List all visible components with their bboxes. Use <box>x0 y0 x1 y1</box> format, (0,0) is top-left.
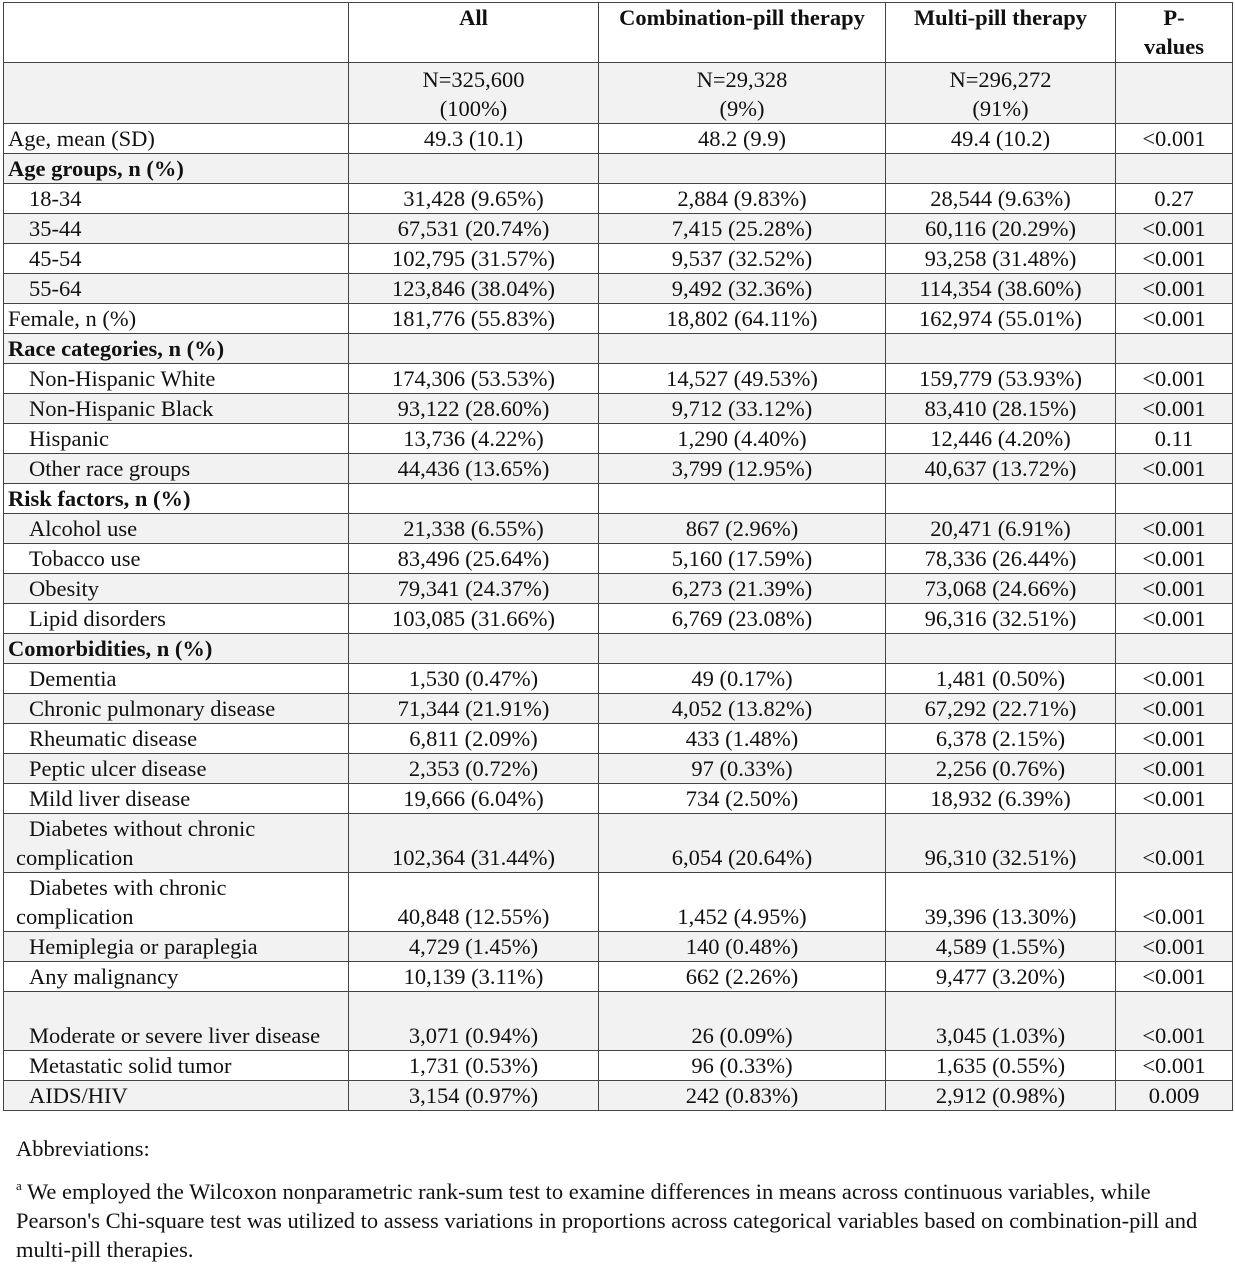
row-cell-combination: 14,527 (49.53%) <box>599 364 886 394</box>
row-cell-multi: 18,932 (6.39%) <box>886 784 1116 814</box>
row-cell-multi: 2,912 (0.98%) <box>886 1081 1116 1111</box>
row-cell-all: 67,531 (20.74%) <box>349 214 599 244</box>
totals-row <box>4 63 1233 124</box>
row-cell-pvalue: 0.27 <box>1116 184 1233 214</box>
row-cell-multi: 2,256 (0.76%) <box>886 754 1116 784</box>
totals-cell-all: N=325,600 (100%) <box>349 63 599 124</box>
row-cell-multi: 20,471 (6.91%) <box>886 514 1116 544</box>
table-footer <box>16 1134 1216 1264</box>
row-label: Age, mean (SD) <box>4 124 349 154</box>
header-row <box>4 3 1233 63</box>
row-cell-pvalue <box>1116 334 1233 364</box>
table-row <box>4 364 1233 394</box>
row-cell-all: 3,154 (0.97%) <box>349 1081 599 1111</box>
section-header-row <box>4 634 1233 664</box>
row-cell-multi: 1,635 (0.55%) <box>886 1051 1116 1081</box>
row-cell-pvalue: <0.001 <box>1116 992 1233 1051</box>
table-row <box>4 932 1233 962</box>
row-label: Non-Hispanic White <box>4 364 349 394</box>
row-label: Lipid disorders <box>4 604 349 634</box>
abbreviations-label: Abbreviations: <box>16 1136 150 1161</box>
table-row <box>4 544 1233 574</box>
row-cell-multi: 6,378 (2.15%) <box>886 724 1116 754</box>
row-label: Risk factors, n (%) <box>4 484 349 514</box>
row-cell-multi: 67,292 (22.71%) <box>886 694 1116 724</box>
row-cell-combination: 48.2 (9.9) <box>599 124 886 154</box>
row-cell-pvalue: <0.001 <box>1116 784 1233 814</box>
row-cell-pvalue <box>1116 484 1233 514</box>
header-cell-label <box>4 3 349 63</box>
row-cell-multi: 39,396 (13.30%) <box>886 873 1116 932</box>
row-cell-combination: 4,052 (13.82%) <box>599 694 886 724</box>
row-label: 55-64 <box>4 274 349 304</box>
table-row <box>4 754 1233 784</box>
row-cell-all <box>349 634 599 664</box>
row-cell-all: 93,122 (28.60%) <box>349 394 599 424</box>
row-cell-all: 3,071 (0.94%) <box>349 992 599 1051</box>
row-label: Non-Hispanic Black <box>4 394 349 424</box>
row-cell-all: 44,436 (13.65%) <box>349 454 599 484</box>
row-cell-combination: 6,273 (21.39%) <box>599 574 886 604</box>
row-cell-combination: 97 (0.33%) <box>599 754 886 784</box>
row-cell-pvalue <box>1116 154 1233 184</box>
table-row <box>4 784 1233 814</box>
row-cell-multi: 3,045 (1.03%) <box>886 992 1116 1051</box>
row-cell-pvalue: <0.001 <box>1116 724 1233 754</box>
row-cell-multi: 162,974 (55.01%) <box>886 304 1116 334</box>
row-cell-all: 2,353 (0.72%) <box>349 754 599 784</box>
row-cell-all: 1,530 (0.47%) <box>349 664 599 694</box>
table-row <box>4 304 1233 334</box>
row-cell-combination: 18,802 (64.11%) <box>599 304 886 334</box>
row-cell-combination: 6,054 (20.64%) <box>599 814 886 873</box>
row-cell-pvalue: <0.001 <box>1116 932 1233 962</box>
row-cell-pvalue: <0.001 <box>1116 304 1233 334</box>
table-row <box>4 962 1233 992</box>
row-label: Diabetes without chronic complication <box>4 814 349 873</box>
row-cell-pvalue: <0.001 <box>1116 604 1233 634</box>
row-cell-all: 10,139 (3.11%) <box>349 962 599 992</box>
row-label: Chronic pulmonary disease <box>4 694 349 724</box>
row-cell-all: 19,666 (6.04%) <box>349 784 599 814</box>
row-cell-combination: 242 (0.83%) <box>599 1081 886 1111</box>
totals-cell-label <box>4 63 349 124</box>
row-cell-multi: 9,477 (3.20%) <box>886 962 1116 992</box>
row-cell-all: 31,428 (9.65%) <box>349 184 599 214</box>
totals-cell-multi: N=296,272 (91%) <box>886 63 1116 124</box>
row-cell-pvalue: <0.001 <box>1116 124 1233 154</box>
row-cell-combination: 734 (2.50%) <box>599 784 886 814</box>
table-row <box>4 244 1233 274</box>
row-cell-multi: 83,410 (28.15%) <box>886 394 1116 424</box>
row-label: Peptic ulcer disease <box>4 754 349 784</box>
row-cell-multi: 12,446 (4.20%) <box>886 424 1116 454</box>
row-cell-all: 6,811 (2.09%) <box>349 724 599 754</box>
row-cell-combination: 433 (1.48%) <box>599 724 886 754</box>
table-row <box>4 873 1233 932</box>
row-cell-pvalue: <0.001 <box>1116 1051 1233 1081</box>
row-cell-multi: 78,336 (26.44%) <box>886 544 1116 574</box>
row-cell-all: 123,846 (38.04%) <box>349 274 599 304</box>
row-cell-pvalue: <0.001 <box>1116 514 1233 544</box>
baseline-characteristics-table <box>3 2 1233 1111</box>
section-header-row <box>4 154 1233 184</box>
row-cell-all <box>349 484 599 514</box>
table-row <box>4 1051 1233 1081</box>
row-cell-pvalue <box>1116 634 1233 664</box>
header-cell-multi: Multi-pill therapy <box>886 3 1116 63</box>
row-cell-multi <box>886 154 1116 184</box>
table-row <box>4 514 1233 544</box>
row-label: Dementia <box>4 664 349 694</box>
row-cell-pvalue: 0.009 <box>1116 1081 1233 1111</box>
row-cell-all: 1,731 (0.53%) <box>349 1051 599 1081</box>
row-cell-multi: 28,544 (9.63%) <box>886 184 1116 214</box>
row-cell-pvalue: <0.001 <box>1116 664 1233 694</box>
row-cell-combination: 26 (0.09%) <box>599 992 886 1051</box>
row-cell-combination: 9,712 (33.12%) <box>599 394 886 424</box>
row-cell-combination: 2,884 (9.83%) <box>599 184 886 214</box>
table-row <box>4 724 1233 754</box>
row-label: Age groups, n (%) <box>4 154 349 184</box>
row-cell-pvalue: 0.11 <box>1116 424 1233 454</box>
row-cell-combination: 5,160 (17.59%) <box>599 544 886 574</box>
row-cell-combination <box>599 154 886 184</box>
row-cell-all: 79,341 (24.37%) <box>349 574 599 604</box>
row-cell-all: 83,496 (25.64%) <box>349 544 599 574</box>
row-label: 35-44 <box>4 214 349 244</box>
row-label: Female, n (%) <box>4 304 349 334</box>
row-cell-combination: 662 (2.26%) <box>599 962 886 992</box>
row-cell-pvalue: <0.001 <box>1116 544 1233 574</box>
row-label: Race categories, n (%) <box>4 334 349 364</box>
row-label: Comorbidities, n (%) <box>4 634 349 664</box>
row-cell-multi: 60,116 (20.29%) <box>886 214 1116 244</box>
row-cell-combination: 140 (0.48%) <box>599 932 886 962</box>
row-cell-all: 102,795 (31.57%) <box>349 244 599 274</box>
row-cell-combination: 867 (2.96%) <box>599 514 886 544</box>
row-cell-all: 181,776 (55.83%) <box>349 304 599 334</box>
table-body <box>4 124 1233 1111</box>
header-cell-pvalues: P-values <box>1116 3 1233 63</box>
totals-cell-combination: N=29,328 (9%) <box>599 63 886 124</box>
row-cell-combination: 7,415 (25.28%) <box>599 214 886 244</box>
row-label: Diabetes with chronic complication <box>4 873 349 932</box>
row-cell-multi <box>886 484 1116 514</box>
row-cell-multi: 159,779 (53.93%) <box>886 364 1116 394</box>
row-label: Hispanic <box>4 424 349 454</box>
row-label: Tobacco use <box>4 544 349 574</box>
header-cell-all: All <box>349 3 599 63</box>
row-cell-pvalue: <0.001 <box>1116 214 1233 244</box>
row-cell-multi: 96,310 (32.51%) <box>886 814 1116 873</box>
row-cell-multi: 49.4 (10.2) <box>886 124 1116 154</box>
row-cell-all <box>349 334 599 364</box>
row-cell-all: 40,848 (12.55%) <box>349 873 599 932</box>
row-cell-pvalue: <0.001 <box>1116 244 1233 274</box>
row-label: Other race groups <box>4 454 349 484</box>
row-label: Mild liver disease <box>4 784 349 814</box>
row-cell-all: 49.3 (10.1) <box>349 124 599 154</box>
row-cell-multi <box>886 334 1116 364</box>
row-cell-pvalue: <0.001 <box>1116 962 1233 992</box>
row-label: Alcohol use <box>4 514 349 544</box>
row-cell-pvalue: <0.001 <box>1116 454 1233 484</box>
row-cell-all: 102,364 (31.44%) <box>349 814 599 873</box>
section-header-row <box>4 484 1233 514</box>
table-row <box>4 394 1233 424</box>
row-cell-multi: 114,354 (38.60%) <box>886 274 1116 304</box>
row-cell-combination: 6,769 (23.08%) <box>599 604 886 634</box>
table-row <box>4 814 1233 873</box>
row-cell-combination: 1,452 (4.95%) <box>599 873 886 932</box>
table-row <box>4 604 1233 634</box>
totals-cell-pvalues <box>1116 63 1233 124</box>
row-cell-combination <box>599 334 886 364</box>
row-label: AIDS/HIV <box>4 1081 349 1111</box>
row-cell-multi <box>886 634 1116 664</box>
table-row <box>4 992 1233 1051</box>
table-row <box>4 424 1233 454</box>
row-cell-pvalue: <0.001 <box>1116 274 1233 304</box>
row-cell-all: 4,729 (1.45%) <box>349 932 599 962</box>
row-cell-combination: 1,290 (4.40%) <box>599 424 886 454</box>
table-row <box>4 274 1233 304</box>
row-cell-all: 13,736 (4.22%) <box>349 424 599 454</box>
row-label: Rheumatic disease <box>4 724 349 754</box>
row-cell-combination <box>599 634 886 664</box>
row-label: Metastatic solid tumor <box>4 1051 349 1081</box>
table-row <box>4 184 1233 214</box>
table-row <box>4 454 1233 484</box>
row-cell-multi: 96,316 (32.51%) <box>886 604 1116 634</box>
table-row <box>4 694 1233 724</box>
row-cell-all: 174,306 (53.53%) <box>349 364 599 394</box>
row-cell-pvalue: <0.001 <box>1116 754 1233 784</box>
table-row <box>4 124 1233 154</box>
row-cell-pvalue: <0.001 <box>1116 394 1233 424</box>
table-container <box>3 2 1232 1111</box>
table-row <box>4 1081 1233 1111</box>
row-cell-all <box>349 154 599 184</box>
table-row <box>4 664 1233 694</box>
row-cell-pvalue: <0.001 <box>1116 694 1233 724</box>
row-cell-combination: 96 (0.33%) <box>599 1051 886 1081</box>
row-label: Hemiplegia or paraplegia <box>4 932 349 962</box>
row-label: 18-34 <box>4 184 349 214</box>
row-cell-combination: 9,537 (32.52%) <box>599 244 886 274</box>
row-cell-multi: 4,589 (1.55%) <box>886 932 1116 962</box>
row-cell-pvalue: <0.001 <box>1116 814 1233 873</box>
row-cell-multi: 40,637 (13.72%) <box>886 454 1116 484</box>
row-label: 45-54 <box>4 244 349 274</box>
row-label: Any malignancy <box>4 962 349 992</box>
header-cell-combination: Combination-pill therapy <box>599 3 886 63</box>
row-cell-combination: 9,492 (32.36%) <box>599 274 886 304</box>
row-cell-all: 103,085 (31.66%) <box>349 604 599 634</box>
footnote-marker: a <box>16 1178 22 1193</box>
row-cell-all: 71,344 (21.91%) <box>349 694 599 724</box>
row-cell-all: 21,338 (6.55%) <box>349 514 599 544</box>
footnote-text: We employed the Wilcoxon nonparametric rank-sum test to examine differences in means across continuous variables, while Pearson's Chi-square test was utilized to assess variations in proportions across categorical variables based on combination-pill and multi-pill therapies. <box>16 1179 1198 1262</box>
row-cell-multi: 93,258 (31.48%) <box>886 244 1116 274</box>
row-label: Moderate or severe liver disease <box>4 992 349 1051</box>
row-cell-multi: 73,068 (24.66%) <box>886 574 1116 604</box>
row-cell-combination <box>599 484 886 514</box>
table-row <box>4 214 1233 244</box>
row-label: Obesity <box>4 574 349 604</box>
row-cell-pvalue: <0.001 <box>1116 574 1233 604</box>
row-cell-pvalue: <0.001 <box>1116 364 1233 394</box>
footnote <box>16 1177 1216 1264</box>
table-row <box>4 574 1233 604</box>
row-cell-combination: 3,799 (12.95%) <box>599 454 886 484</box>
row-cell-multi: 1,481 (0.50%) <box>886 664 1116 694</box>
row-cell-combination: 49 (0.17%) <box>599 664 886 694</box>
row-cell-pvalue: <0.001 <box>1116 873 1233 932</box>
section-header-row <box>4 334 1233 364</box>
